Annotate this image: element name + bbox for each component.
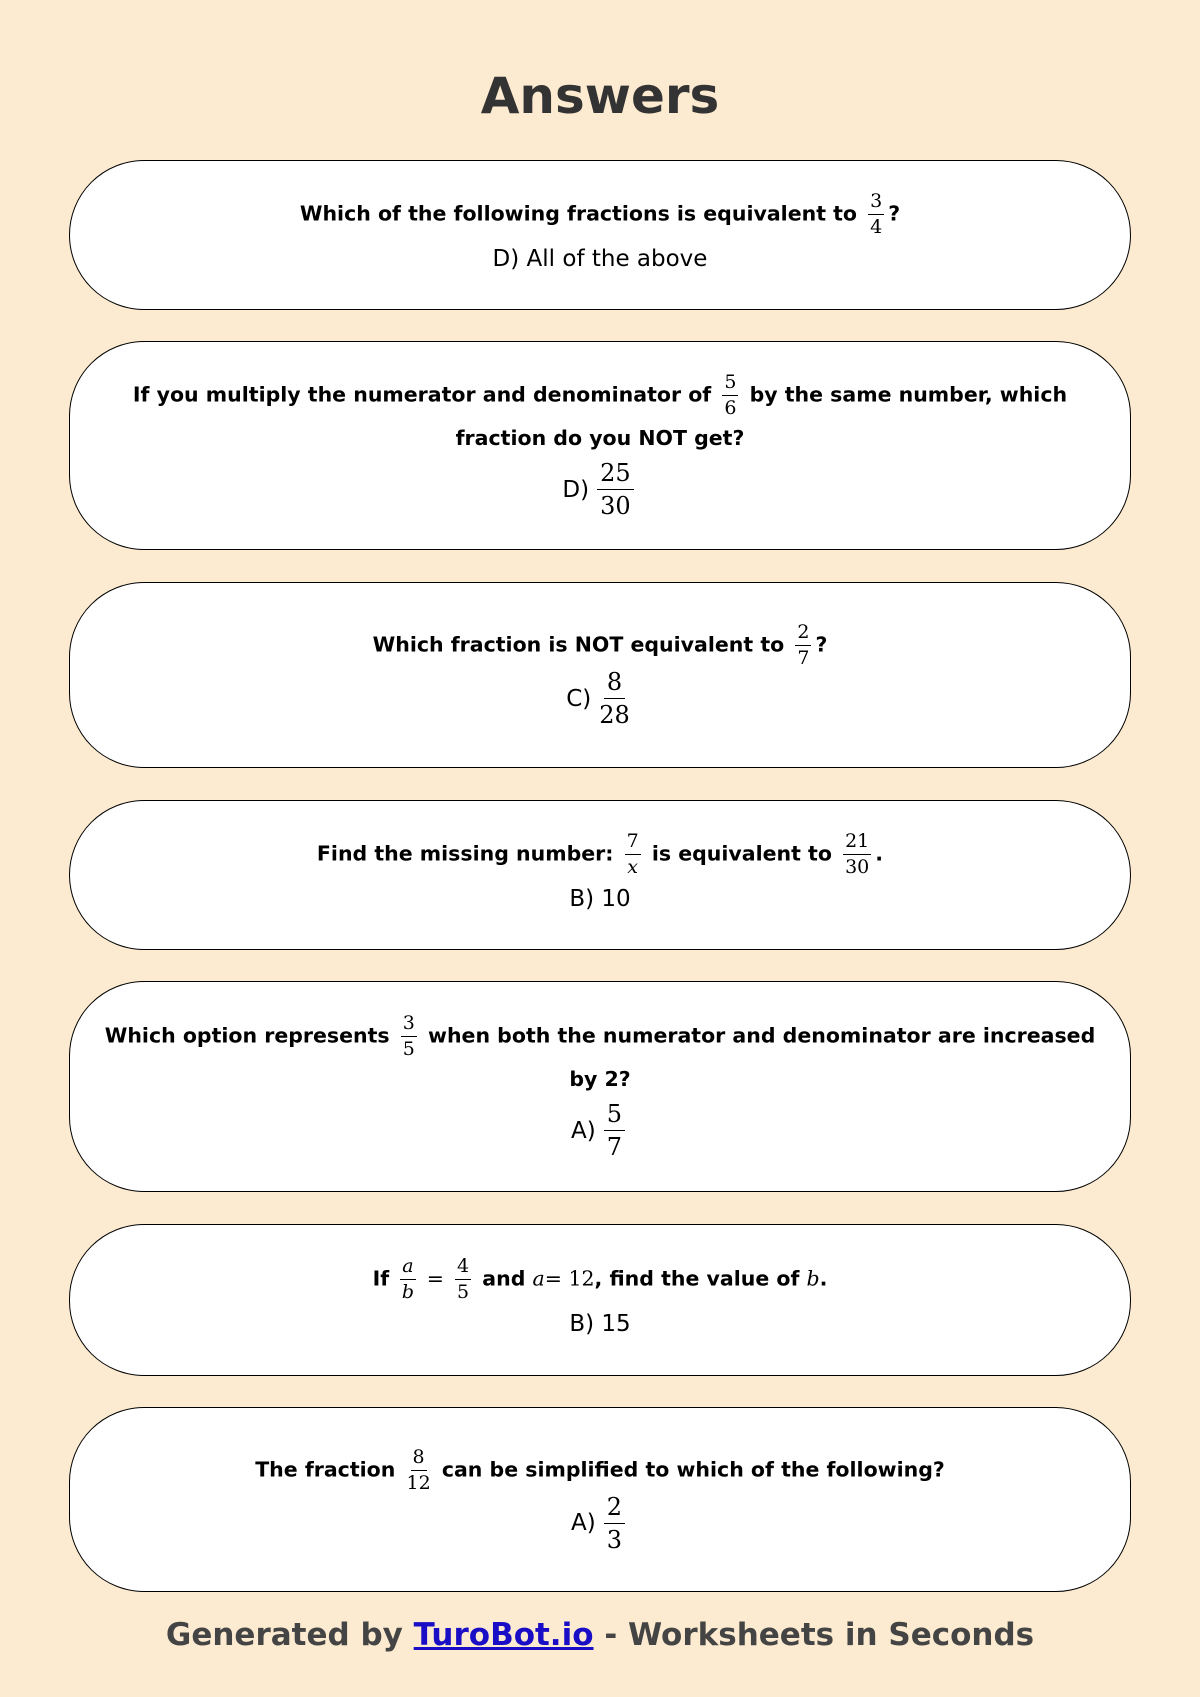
fraction: $\frac{21}{30}$	[845, 829, 870, 878]
answer-card	[69, 582, 1131, 768]
fraction: $\frac{7}{x}$	[626, 829, 639, 878]
question-text: Which of the following fractions is equivalent to $\frac{3}{4}$ ?	[299, 189, 901, 238]
answer-card	[69, 800, 1131, 950]
answer-fraction: $\frac{25}{30}$	[597, 461, 634, 518]
answer-text: B) 10	[569, 885, 631, 912]
footer: Generated by TuroBot.io - Worksheets in Seconds	[165, 1617, 1035, 1653]
question-text: If you multiply the numerator and denominator of $\frac{5}{6}$ by the same number, which fraction do you NOT get?	[132, 371, 1068, 450]
question-text: Which option represents $\frac{3}{5}$ when both the numerator and denominator are increased by 2?	[104, 1012, 1096, 1091]
answer-card	[69, 1224, 1131, 1376]
answer-card	[69, 160, 1131, 310]
answer-fraction: $\frac{8}{28}$	[599, 668, 630, 729]
turobot-link[interactable]: TuroBot.io	[413, 1617, 594, 1653]
question-text: Which fraction is NOT equivalent to $\frac{2}{7}$ ?	[372, 621, 828, 669]
answer-card	[69, 1407, 1131, 1592]
answer-card	[69, 341, 1131, 550]
answer-fraction: $\frac{2}{3}$	[604, 1495, 625, 1552]
fraction: $\frac{4}{5}$	[457, 1254, 470, 1303]
answer-text: D) All of the above	[492, 245, 708, 272]
answer: D) $\frac{25}{30}$	[562, 461, 637, 518]
fraction: $\frac{8}{12}$	[406, 1445, 431, 1494]
question-text: Find the missing number: $\frac{7}{x}$ is equivalent to $\frac{21}{30}$ .	[316, 829, 884, 878]
answer-card	[69, 981, 1131, 1192]
page-title: Answers	[480, 67, 720, 125]
question-text: If $\frac{a}{b}$ = $\frac{4}{5}$ and a= 12, find the value of b.	[372, 1254, 828, 1303]
answer-fraction: $\frac{5}{7}$	[604, 1102, 625, 1159]
answer: A) $\frac{5}{7}$	[571, 1102, 629, 1159]
answer-text: B) 15	[569, 1310, 631, 1337]
question-text: The fraction $\frac{8}{12}$ can be simplified to which of the following?	[255, 1445, 945, 1494]
answer: C) $\frac{8}{28}$	[566, 668, 630, 729]
fraction: $\frac{5}{6}$	[724, 371, 737, 419]
fraction: $\frac{a}{b}$	[401, 1254, 414, 1303]
fraction: $\frac{3}{5}$	[402, 1012, 415, 1060]
fraction: $\frac{3}{4}$	[870, 189, 883, 238]
fraction: $\frac{2}{7}$	[797, 621, 810, 669]
answer: A) $\frac{2}{3}$	[571, 1495, 629, 1552]
